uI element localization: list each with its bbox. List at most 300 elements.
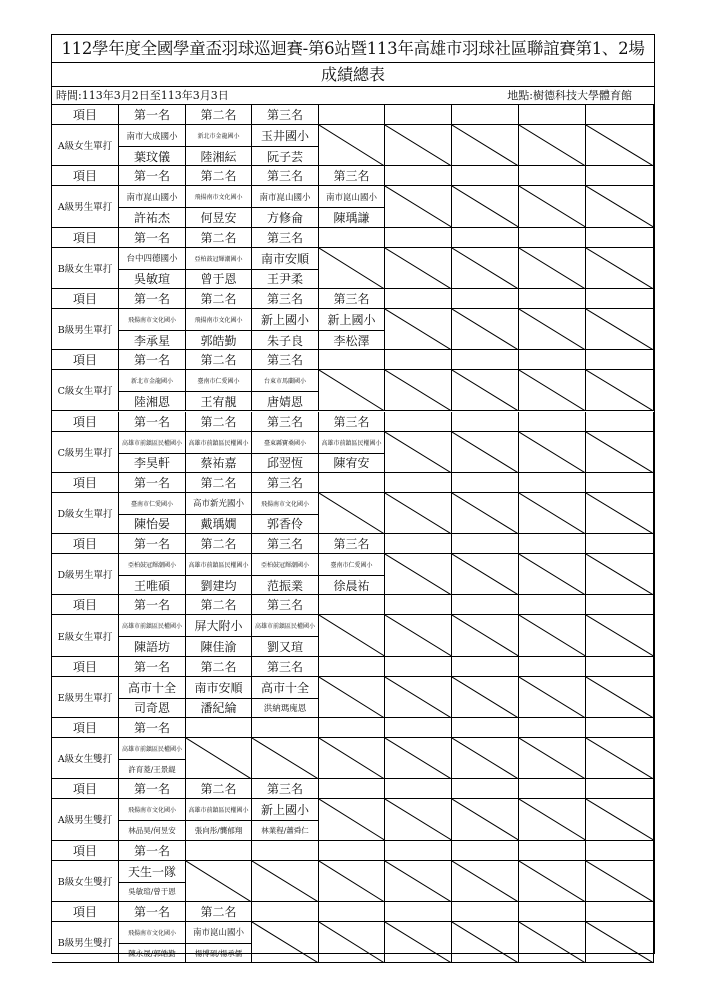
empty-slot bbox=[452, 186, 519, 227]
place-header: 第三名 bbox=[252, 105, 319, 125]
empty-header-cell bbox=[452, 105, 519, 125]
empty-slot bbox=[586, 554, 654, 595]
empty-slot bbox=[519, 738, 586, 779]
event-name: A級男生雙打 bbox=[52, 799, 119, 840]
empty-header-cell bbox=[452, 350, 519, 370]
empty-slot bbox=[586, 186, 654, 227]
diagonal-line bbox=[586, 186, 654, 227]
empty-slot bbox=[385, 615, 452, 656]
empty-slot bbox=[385, 125, 452, 166]
empty-slot-diagonal bbox=[519, 248, 586, 289]
diagonal-line bbox=[385, 677, 452, 718]
player-name: 劉又瑄 bbox=[252, 637, 319, 656]
diagonal-line bbox=[385, 615, 452, 656]
empty-header-cell bbox=[319, 657, 385, 677]
player-name: 范振業 bbox=[252, 576, 319, 595]
diagonal-line bbox=[519, 554, 586, 595]
empty-slot bbox=[519, 370, 586, 411]
diagonal-line bbox=[385, 799, 452, 840]
diagonal-line bbox=[452, 432, 519, 473]
diagonal-line bbox=[519, 922, 586, 963]
diagonal-line bbox=[519, 615, 586, 656]
diagonal-line bbox=[319, 125, 385, 166]
diagonal-line bbox=[452, 799, 519, 840]
empty-header-cell bbox=[586, 779, 654, 799]
diagonal-line bbox=[452, 922, 519, 963]
place-header: 第二名 bbox=[186, 166, 252, 186]
place-header: 第一名 bbox=[119, 534, 186, 554]
empty-header-cell bbox=[319, 473, 385, 493]
school-name: 飛揚南市文化國小 bbox=[119, 799, 186, 821]
empty-header-cell bbox=[586, 841, 654, 861]
place-header: 第二名 bbox=[186, 228, 252, 248]
empty-slot bbox=[319, 615, 385, 656]
diagonal-line bbox=[452, 493, 519, 534]
school-name: 南市大成國小 bbox=[119, 125, 186, 147]
player-name: 方修侖 bbox=[252, 208, 319, 227]
empty-slot-diagonal bbox=[452, 554, 519, 595]
diagonal-line bbox=[252, 922, 319, 963]
empty-slot-diagonal bbox=[519, 186, 586, 227]
empty-slot bbox=[586, 493, 654, 534]
school-name: 飛揚南市文化國小 bbox=[252, 493, 319, 515]
empty-header-cell bbox=[452, 473, 519, 493]
school-name: 飛揚南市文化國小 bbox=[119, 922, 186, 944]
diagonal-line bbox=[586, 248, 654, 289]
empty-slot-diagonal bbox=[319, 248, 385, 289]
place-header: 第二名 bbox=[186, 657, 252, 677]
empty-header-cell bbox=[519, 779, 586, 799]
empty-slot bbox=[452, 554, 519, 595]
empty-header-cell bbox=[519, 166, 586, 186]
diagonal-line bbox=[319, 248, 385, 289]
place-header: 第一名 bbox=[119, 841, 186, 861]
school-name: 高市新光國小 bbox=[186, 493, 252, 515]
results-sheet bbox=[51, 34, 655, 958]
empty-slot bbox=[385, 186, 452, 227]
item-header: 項目 bbox=[52, 841, 119, 861]
empty-header-cell bbox=[519, 657, 586, 677]
event-name: B級男生雙打 bbox=[52, 922, 119, 963]
empty-slot bbox=[385, 370, 452, 411]
item-header: 項目 bbox=[52, 534, 119, 554]
place-header: 第三名 bbox=[252, 412, 319, 432]
diagonal-line bbox=[452, 677, 519, 718]
empty-slot-diagonal bbox=[586, 432, 654, 473]
empty-slot bbox=[519, 186, 586, 227]
diagonal-line bbox=[586, 493, 654, 534]
info-bar bbox=[52, 87, 654, 105]
empty-header-cell bbox=[519, 718, 586, 738]
diagonal-line bbox=[519, 677, 586, 718]
diagonal-line bbox=[452, 125, 519, 166]
player-name: 劉建均 bbox=[186, 576, 252, 595]
player-name: 李承星 bbox=[119, 331, 186, 350]
empty-slot bbox=[519, 861, 586, 902]
player-name: 曾于恩 bbox=[186, 270, 252, 289]
diagonal-line bbox=[452, 186, 519, 227]
empty-header-cell bbox=[519, 902, 586, 922]
empty-slot-diagonal bbox=[519, 922, 586, 963]
empty-header-cell bbox=[519, 412, 586, 432]
player-name: 郭香伶 bbox=[252, 515, 319, 534]
player-name: 陳語坊 bbox=[119, 637, 186, 656]
school-name: 飛揚南市文化國小 bbox=[186, 309, 252, 331]
empty-slot bbox=[385, 248, 452, 289]
empty-slot-diagonal bbox=[319, 738, 385, 779]
empty-slot bbox=[452, 125, 519, 166]
empty-slot bbox=[385, 861, 452, 902]
place-header: 第二名 bbox=[186, 105, 252, 125]
item-header: 項目 bbox=[52, 779, 119, 799]
empty-slot-diagonal bbox=[452, 861, 519, 902]
empty-slot-diagonal bbox=[452, 677, 519, 718]
empty-header-cell bbox=[519, 595, 586, 615]
diagonal-line bbox=[586, 799, 654, 840]
diagonal-line bbox=[452, 615, 519, 656]
empty-header-cell bbox=[519, 289, 586, 309]
diagonal-line bbox=[519, 861, 586, 902]
item-header: 項目 bbox=[52, 350, 119, 370]
diagonal-line bbox=[519, 432, 586, 473]
item-header: 項目 bbox=[52, 473, 119, 493]
place-header: 第二名 bbox=[186, 779, 252, 799]
school-name: 高雄市前鎮區民權國小 bbox=[119, 738, 186, 760]
school-name: 台東市馬蘭國小 bbox=[252, 370, 319, 392]
empty-slot bbox=[452, 432, 519, 473]
empty-header-cell bbox=[452, 657, 519, 677]
diagonal-line bbox=[319, 370, 385, 411]
empty-header-cell bbox=[519, 350, 586, 370]
place-header: 第一名 bbox=[119, 105, 186, 125]
empty-slot-diagonal bbox=[452, 432, 519, 473]
empty-header-cell bbox=[319, 902, 385, 922]
school-name: 屏大附小 bbox=[186, 615, 252, 637]
empty-slot-diagonal bbox=[186, 738, 252, 779]
empty-slot bbox=[385, 432, 452, 473]
empty-slot bbox=[385, 493, 452, 534]
diagonal-line bbox=[586, 677, 654, 718]
school-name: 亞柏鼓冠輝潮國小 bbox=[119, 554, 186, 576]
empty-slot bbox=[586, 309, 654, 350]
item-header: 項目 bbox=[52, 595, 119, 615]
diagonal-line bbox=[452, 861, 519, 902]
empty-header-cell bbox=[319, 718, 385, 738]
empty-header-cell bbox=[319, 105, 385, 125]
event-date: 時間:113年3月2日至113年3月3日 bbox=[56, 89, 229, 102]
school-name: 南市安順 bbox=[186, 677, 252, 699]
player-name: 王宥靚 bbox=[186, 392, 252, 411]
empty-slot bbox=[586, 738, 654, 779]
player-name: 司奇恩 bbox=[119, 699, 186, 718]
item-header: 項目 bbox=[52, 902, 119, 922]
empty-slot bbox=[452, 370, 519, 411]
empty-slot bbox=[319, 738, 385, 779]
empty-slot bbox=[385, 922, 452, 963]
empty-slot bbox=[519, 432, 586, 473]
empty-slot-diagonal bbox=[385, 125, 452, 166]
player-name: 唐婧恩 bbox=[252, 392, 319, 411]
empty-slot-diagonal bbox=[385, 432, 452, 473]
player-name: 許祐杰 bbox=[119, 208, 186, 227]
place-header: 第三名 bbox=[252, 350, 319, 370]
empty-slot-diagonal bbox=[385, 861, 452, 902]
empty-slot bbox=[385, 554, 452, 595]
empty-slot-diagonal bbox=[452, 186, 519, 227]
place-header: 第三名 bbox=[319, 412, 385, 432]
diagonal-line bbox=[519, 493, 586, 534]
empty-slot-diagonal bbox=[385, 677, 452, 718]
place-header: 第三名 bbox=[252, 289, 319, 309]
empty-slot-diagonal bbox=[186, 861, 252, 902]
empty-slot bbox=[385, 799, 452, 840]
school-name: 亞柏鼓冠輝潮國小 bbox=[252, 554, 319, 576]
diagonal-line bbox=[519, 370, 586, 411]
empty-slot bbox=[452, 493, 519, 534]
empty-header-cell bbox=[586, 412, 654, 432]
empty-slot-diagonal bbox=[252, 738, 319, 779]
diagonal-line bbox=[519, 309, 586, 350]
empty-header-cell bbox=[519, 473, 586, 493]
empty-slot-diagonal bbox=[452, 615, 519, 656]
school-name: 高雄市前鎮區民權國小 bbox=[186, 554, 252, 576]
diagonal-line bbox=[586, 370, 654, 411]
school-name: 臺南市仁愛國小 bbox=[119, 493, 186, 515]
place-header: 第一名 bbox=[119, 657, 186, 677]
player-name: 吳敏瑄/曾于恩 bbox=[119, 883, 186, 902]
event-name: D級男生單打 bbox=[52, 554, 119, 595]
empty-header-cell bbox=[319, 350, 385, 370]
empty-slot-diagonal bbox=[452, 799, 519, 840]
empty-header-cell bbox=[186, 841, 252, 861]
place-header: 第一名 bbox=[119, 902, 186, 922]
diagonal-line bbox=[385, 922, 452, 963]
empty-header-cell bbox=[385, 105, 452, 125]
empty-header-cell bbox=[385, 595, 452, 615]
place-header: 第三名 bbox=[252, 534, 319, 554]
empty-header-cell bbox=[319, 228, 385, 248]
diagonal-line bbox=[385, 186, 452, 227]
item-header: 項目 bbox=[52, 105, 119, 125]
empty-slot-diagonal bbox=[519, 677, 586, 718]
school-name: 高雄市前鎮區民權國小 bbox=[319, 432, 385, 454]
diagonal-line bbox=[319, 738, 385, 779]
empty-slot bbox=[385, 309, 452, 350]
empty-header-cell bbox=[319, 595, 385, 615]
empty-header-cell bbox=[452, 779, 519, 799]
player-name: 朱子良 bbox=[252, 331, 319, 350]
empty-slot bbox=[586, 248, 654, 289]
empty-slot bbox=[519, 922, 586, 963]
school-name: 天生一隊 bbox=[119, 861, 186, 883]
school-name: 高雄市前鎮區民權國小 bbox=[119, 615, 186, 637]
empty-slot bbox=[252, 861, 319, 902]
empty-slot bbox=[452, 922, 519, 963]
empty-slot-diagonal bbox=[385, 615, 452, 656]
empty-header-cell bbox=[319, 779, 385, 799]
place-header: 第一名 bbox=[119, 473, 186, 493]
player-name: 戴瑀嫺 bbox=[186, 515, 252, 534]
empty-slot bbox=[319, 493, 385, 534]
empty-slot bbox=[519, 309, 586, 350]
empty-slot bbox=[452, 309, 519, 350]
empty-slot-diagonal bbox=[319, 370, 385, 411]
item-header: 項目 bbox=[52, 289, 119, 309]
empty-header-cell bbox=[385, 841, 452, 861]
empty-slot bbox=[452, 861, 519, 902]
empty-header-cell bbox=[385, 718, 452, 738]
empty-header-cell bbox=[385, 166, 452, 186]
school-name: 南市崑山國小 bbox=[252, 186, 319, 208]
empty-slot bbox=[186, 738, 252, 779]
diagonal-line bbox=[319, 677, 385, 718]
report-title: 112學年度全國學童盃羽球巡迴賽-第6站暨113年高雄市羽球社區聯誼賽第1、2場 bbox=[52, 35, 654, 63]
empty-header-cell bbox=[452, 595, 519, 615]
place-header: 第一名 bbox=[119, 228, 186, 248]
school-name: 臺東縣寶桑國小 bbox=[252, 432, 319, 454]
empty-slot-diagonal bbox=[586, 248, 654, 289]
empty-slot bbox=[452, 677, 519, 718]
school-name: 高市十全 bbox=[252, 677, 319, 699]
player-name: 陳宥安 bbox=[319, 454, 385, 473]
empty-slot-diagonal bbox=[452, 370, 519, 411]
diagonal-line bbox=[586, 309, 654, 350]
empty-slot bbox=[519, 248, 586, 289]
empty-slot-diagonal bbox=[519, 432, 586, 473]
place-header: 第二名 bbox=[186, 595, 252, 615]
empty-slot bbox=[252, 922, 319, 963]
school-name: 玉井國小 bbox=[252, 125, 319, 147]
empty-slot bbox=[319, 799, 385, 840]
empty-slot-diagonal bbox=[586, 493, 654, 534]
school-name: 新上國小 bbox=[319, 309, 385, 331]
diagonal-line bbox=[385, 432, 452, 473]
empty-header-cell bbox=[519, 105, 586, 125]
diagonal-line bbox=[452, 248, 519, 289]
diagonal-line bbox=[519, 125, 586, 166]
player-name: 張向彤/龔郁翔 bbox=[186, 821, 252, 840]
empty-slot-diagonal bbox=[252, 922, 319, 963]
empty-header-cell bbox=[385, 657, 452, 677]
empty-slot-diagonal bbox=[586, 186, 654, 227]
place-header: 第一名 bbox=[119, 350, 186, 370]
empty-header-cell bbox=[385, 534, 452, 554]
player-name: 王唯碩 bbox=[119, 576, 186, 595]
item-header: 項目 bbox=[52, 657, 119, 677]
place-header: 第三名 bbox=[252, 657, 319, 677]
empty-slot bbox=[519, 493, 586, 534]
item-header: 項目 bbox=[52, 166, 119, 186]
empty-header-cell bbox=[252, 902, 319, 922]
diagonal-line bbox=[319, 493, 385, 534]
empty-slot-diagonal bbox=[385, 493, 452, 534]
empty-header-cell bbox=[252, 718, 319, 738]
empty-slot-diagonal bbox=[586, 922, 654, 963]
diagonal-line bbox=[452, 309, 519, 350]
empty-header-cell bbox=[586, 902, 654, 922]
school-name: 台中四德國小 bbox=[119, 248, 186, 270]
empty-slot bbox=[586, 615, 654, 656]
empty-header-cell bbox=[385, 902, 452, 922]
empty-slot-diagonal bbox=[452, 248, 519, 289]
empty-header-cell bbox=[452, 534, 519, 554]
school-name: 南市崑山國小 bbox=[319, 186, 385, 208]
empty-slot bbox=[385, 677, 452, 718]
empty-slot-diagonal bbox=[252, 861, 319, 902]
empty-slot bbox=[586, 799, 654, 840]
empty-slot bbox=[519, 799, 586, 840]
place-header: 第一名 bbox=[119, 166, 186, 186]
player-name: 陸湘紜 bbox=[186, 147, 252, 166]
player-name: 洪納瑪廆恩 bbox=[252, 699, 319, 718]
empty-slot-diagonal bbox=[385, 554, 452, 595]
school-name: 亞柏鼓冠輝潮國小 bbox=[186, 248, 252, 270]
place-header: 第三名 bbox=[319, 534, 385, 554]
event-name: C級女生單打 bbox=[52, 370, 119, 411]
place-header: 第一名 bbox=[119, 779, 186, 799]
school-name: 新北市金龍國小 bbox=[119, 370, 186, 392]
event-name: A級男生單打 bbox=[52, 186, 119, 227]
empty-slot-diagonal bbox=[385, 309, 452, 350]
diagonal-line bbox=[452, 370, 519, 411]
diagonal-line bbox=[519, 799, 586, 840]
place-header: 第三名 bbox=[252, 779, 319, 799]
empty-slot-diagonal bbox=[452, 309, 519, 350]
empty-slot-diagonal bbox=[519, 799, 586, 840]
empty-slot-diagonal bbox=[519, 125, 586, 166]
place-header: 第三名 bbox=[252, 166, 319, 186]
diagonal-line bbox=[586, 861, 654, 902]
event-name: E級男生單打 bbox=[52, 677, 119, 718]
empty-slot bbox=[319, 370, 385, 411]
school-name: 飛揚南市文化國小 bbox=[186, 186, 252, 208]
diagonal-line bbox=[586, 125, 654, 166]
empty-slot bbox=[319, 861, 385, 902]
school-name: 高雄市前鎮區民權國小 bbox=[119, 432, 186, 454]
diagonal-line bbox=[586, 615, 654, 656]
empty-header-cell bbox=[586, 166, 654, 186]
player-name: 蔡祐嘉 bbox=[186, 454, 252, 473]
diagonal-line bbox=[519, 738, 586, 779]
empty-slot bbox=[319, 677, 385, 718]
empty-slot-diagonal bbox=[586, 125, 654, 166]
empty-header-cell bbox=[519, 534, 586, 554]
empty-header-cell bbox=[452, 718, 519, 738]
empty-slot-diagonal bbox=[586, 677, 654, 718]
player-name: 陳佳渝 bbox=[186, 637, 252, 656]
diagonal-line bbox=[252, 861, 319, 902]
player-name: 阮子芸 bbox=[252, 147, 319, 166]
empty-slot-diagonal bbox=[519, 493, 586, 534]
event-venue: 地點:樹德科技大學體育館 bbox=[507, 89, 632, 102]
player-name: 李昊軒 bbox=[119, 454, 186, 473]
empty-slot bbox=[586, 370, 654, 411]
place-header: 第二名 bbox=[186, 902, 252, 922]
empty-slot-diagonal bbox=[586, 615, 654, 656]
player-name: 何昱安 bbox=[186, 208, 252, 227]
school-name: 南市崑山國小 bbox=[119, 186, 186, 208]
empty-slot-diagonal bbox=[586, 309, 654, 350]
player-name: 潘紀綸 bbox=[186, 699, 252, 718]
empty-slot-diagonal bbox=[385, 922, 452, 963]
empty-header-cell bbox=[519, 841, 586, 861]
empty-header-cell bbox=[586, 718, 654, 738]
empty-slot-diagonal bbox=[519, 615, 586, 656]
empty-header-cell bbox=[252, 841, 319, 861]
event-name: A級女生雙打 bbox=[52, 738, 119, 779]
empty-slot-diagonal bbox=[452, 922, 519, 963]
empty-header-cell bbox=[586, 595, 654, 615]
